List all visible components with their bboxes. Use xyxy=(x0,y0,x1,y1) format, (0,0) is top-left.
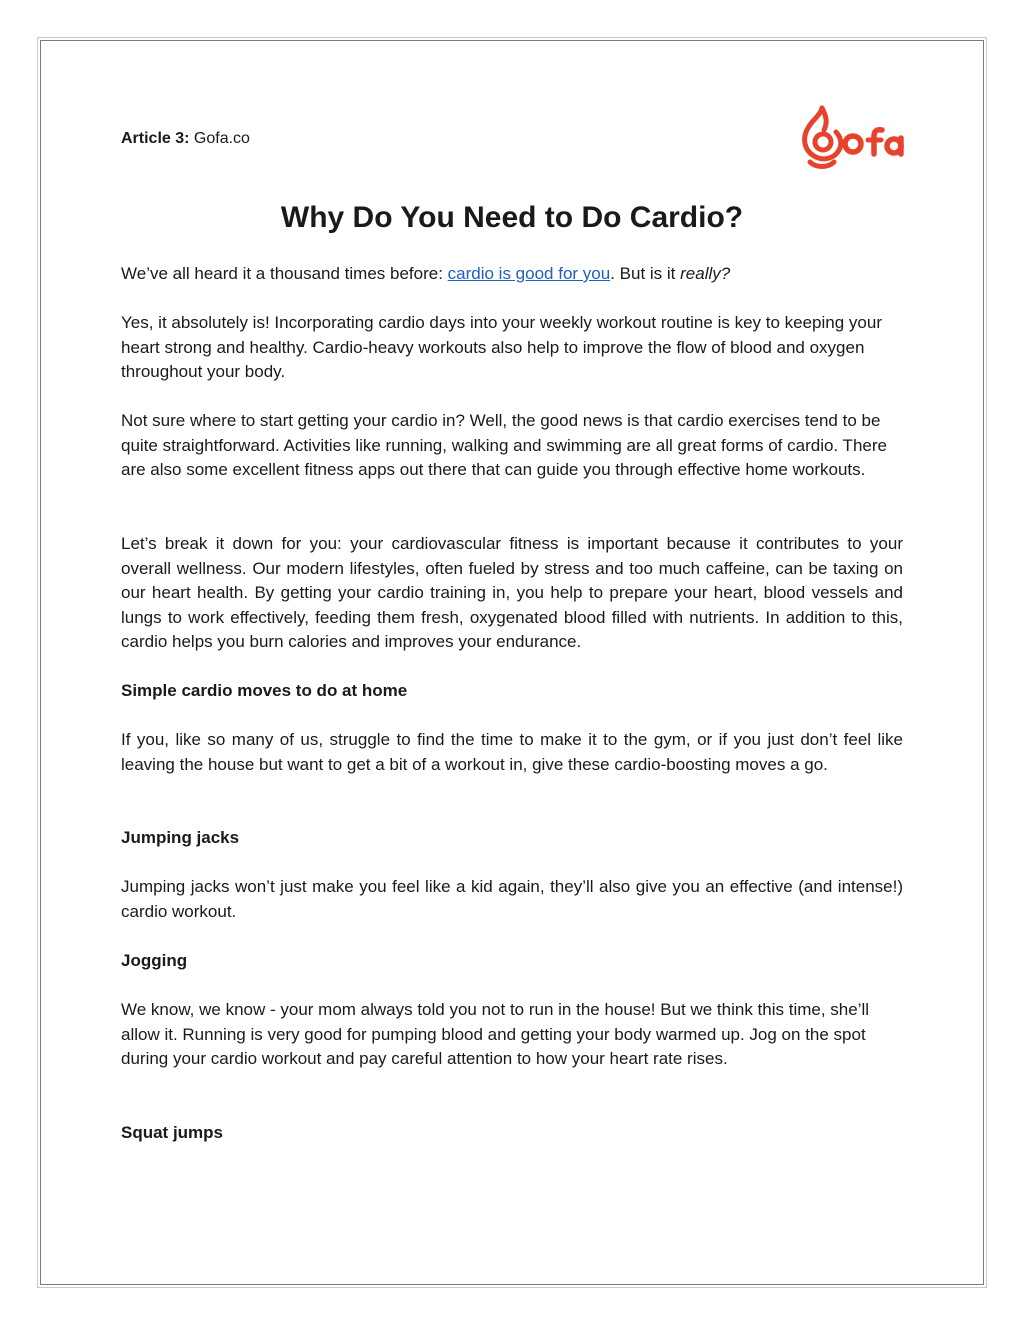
article-title: Why Do You Need to Do Cardio? xyxy=(280,201,744,234)
paragraph-jumping-jacks: Jumping jacks won’t just make you feel like a kid again, they’ll also give you an effective (and intense!) cardio workout. xyxy=(121,877,903,921)
article-label-source: Gofa.co xyxy=(193,130,250,147)
paragraph-2: Not sure where to start getting your cardio in? Well, the good news is that cardio exercises tend to be quite straightforward. Activities like running, walking and swimming are all great forms of cardio. There are also some excellent fitness apps out there that can guide you through effective home workouts. xyxy=(121,411,887,479)
heading-jumping-jacks: Jumping jacks xyxy=(121,828,240,847)
intro-text: We’ve all heard it a thousand times before: xyxy=(121,264,448,283)
paragraph-home-moves: If you, like so many of us, struggle to find the time to make it to the gym, or if you just don’t feel like leaving the house but want to get a bit of a workout in, give these cardio-boosting moves a go. xyxy=(121,730,903,774)
paragraph-1: Yes, it absolutely is! Incorporating cardio days into your weekly workout routine is key to keeping your heart strong and healthy. Cardio-heavy workouts also help to improve the flow of blood and oxygen throughout your body. xyxy=(121,313,882,381)
paragraph-3: Let’s break it down for you: your cardiovascular fitness is important because it contributes to your overall wellness. Our modern lifestyles, often fueled by stress and too much caffeine, can be taxing on our heart health. By getting your cardio training in, you help to prepare your heart, blood vessels and lungs to work effectively, feeding them fresh, oxygenated blood filled with nutrients. In addition to this, cardio helps you burn calories and improves your endurance. xyxy=(121,534,903,651)
gofa-logo xyxy=(798,104,906,170)
heading-jogging: Jogging xyxy=(121,951,188,970)
intro-paragraph xyxy=(121,262,903,287)
heading-squat-jumps: Squat jumps xyxy=(121,1123,224,1142)
article-label xyxy=(121,129,250,149)
heading-home-moves: Simple cardio moves to do at home xyxy=(121,681,408,700)
cardio-good-link[interactable]: cardio is good for you xyxy=(447,264,611,283)
gofa-logo-icon xyxy=(798,104,906,170)
intro-text-after: . But is it xyxy=(610,264,681,283)
intro-emphasis: really? xyxy=(680,264,731,283)
paragraph-jogging: We know, we know - your mom always told you not to run in the house! But we think this time, she’ll allow it. Running is very good for pumping blood and getting your body warmed up. Jog on the spot during your cardio workout and pay careful attention to how your heart rate rises. xyxy=(121,1000,870,1068)
article-label-key: Article 3: xyxy=(121,130,190,147)
